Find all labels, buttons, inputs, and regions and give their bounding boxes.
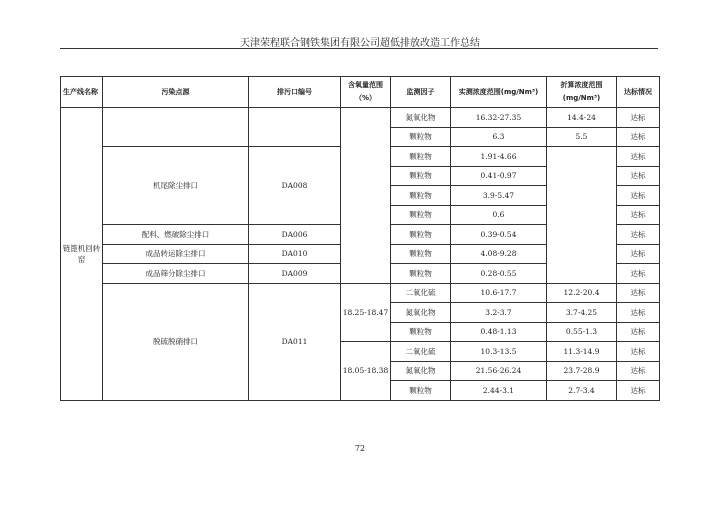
measured-cell: 0.39-0.54 <box>451 225 547 245</box>
measured-cell: 0.41-0.97 <box>451 166 547 186</box>
measured-cell: 6.3 <box>451 127 547 147</box>
outlet-cell: DA010 <box>249 244 341 264</box>
factor-cell: 颗粒物 <box>391 186 451 206</box>
factor-cell: 颗粒物 <box>391 225 451 245</box>
source-cell <box>103 108 249 147</box>
measured-cell: 3.9-5.47 <box>451 186 547 206</box>
factor-cell: 颗粒物 <box>391 205 451 225</box>
converted-cell: 0.55-1.3 <box>547 322 617 342</box>
measured-cell: 0.28-0.55 <box>451 264 547 284</box>
outlet-cell <box>249 108 341 147</box>
source-cell: 成品转运除尘排口 <box>103 244 249 264</box>
outlet-cell: DA011 <box>249 283 341 400</box>
status-cell: 达标 <box>617 264 660 284</box>
source-cell: 脱硫脱硝排口 <box>103 283 249 400</box>
header-measured: 实测浓度范围(mg/Nm³) <box>451 77 547 108</box>
status-cell: 达标 <box>617 381 660 401</box>
converted-cell: 14.4-24 <box>547 108 617 128</box>
factor-cell: 氮氧化物 <box>391 361 451 381</box>
measured-cell: 0.48-1.13 <box>451 322 547 342</box>
status-cell: 达标 <box>617 225 660 245</box>
header-outlet: 排污口编号 <box>249 77 341 108</box>
oxygen-cell: 18.05-18.38 <box>341 342 391 401</box>
header-factor: 监测因子 <box>391 77 451 108</box>
oxygen-cell <box>341 108 391 284</box>
converted-cell: 12.2-20.4 <box>547 283 617 303</box>
header-divider <box>60 48 658 49</box>
status-cell: 达标 <box>617 342 660 362</box>
measured-cell: 3.2-3.7 <box>451 303 547 323</box>
factor-cell: 氮氧化物 <box>391 303 451 323</box>
outlet-cell: DA008 <box>249 147 341 225</box>
factor-cell: 二氧化硫 <box>391 283 451 303</box>
header-line: 生产线名称 <box>61 77 103 108</box>
factor-cell: 氮氧化物 <box>391 108 451 128</box>
line-name-cell: 链篦机回转窑 <box>61 108 103 401</box>
header-status: 达标情况 <box>617 77 660 108</box>
table-row <box>61 283 660 303</box>
measured-cell: 16.32-27.35 <box>451 108 547 128</box>
status-cell: 达标 <box>617 186 660 206</box>
status-cell: 达标 <box>617 205 660 225</box>
header-oxygen: 含氧量范围（%） <box>341 77 391 108</box>
source-cell: 配料、燃破除尘排口 <box>103 225 249 245</box>
status-cell: 达标 <box>617 303 660 323</box>
factor-cell: 颗粒物 <box>391 322 451 342</box>
converted-cell: 11.3-14.9 <box>547 342 617 362</box>
factor-cell: 颗粒物 <box>391 147 451 167</box>
source-cell: 成品筛分除尘排口 <box>103 264 249 284</box>
status-cell: 达标 <box>617 244 660 264</box>
factor-cell: 颗粒物 <box>391 244 451 264</box>
page-header-title: 天津荣程联合钢铁集团有限公司超低排放改造工作总结 <box>240 38 480 49</box>
converted-cell <box>547 147 617 284</box>
converted-cell: 3.7-4.25 <box>547 303 617 323</box>
measured-cell: 4.08-9.28 <box>451 244 547 264</box>
status-cell: 达标 <box>617 283 660 303</box>
measured-cell: 10.6-17.7 <box>451 283 547 303</box>
outlet-cell: DA009 <box>249 264 341 284</box>
emissions-table <box>60 76 660 401</box>
table-row <box>61 108 660 128</box>
measured-cell: 0.6 <box>451 205 547 225</box>
factor-cell: 颗粒物 <box>391 127 451 147</box>
measured-cell: 10.3-13.5 <box>451 342 547 362</box>
measured-cell: 2.44-3.1 <box>451 381 547 401</box>
status-cell: 达标 <box>617 166 660 186</box>
converted-cell: 23.7-28.9 <box>547 361 617 381</box>
factor-cell: 二氧化硫 <box>391 342 451 362</box>
table-header-row <box>61 77 660 108</box>
status-cell: 达标 <box>617 127 660 147</box>
factor-cell: 颗粒物 <box>391 166 451 186</box>
status-cell: 达标 <box>617 361 660 381</box>
page-number: 72 <box>354 444 366 453</box>
status-cell: 达标 <box>617 147 660 167</box>
converted-cell: 5.5 <box>547 127 617 147</box>
factor-cell: 颗粒物 <box>391 381 451 401</box>
outlet-cell: DA006 <box>249 225 341 245</box>
measured-cell: 21.56-26.24 <box>451 361 547 381</box>
header-converted: 折算浓度范围(mg/Nm³) <box>547 77 617 108</box>
header-source: 污染点源 <box>103 77 249 108</box>
factor-cell: 颗粒物 <box>391 264 451 284</box>
status-cell: 达标 <box>617 108 660 128</box>
converted-cell: 2.7-3.4 <box>547 381 617 401</box>
source-cell: 机尾除尘排口 <box>103 147 249 225</box>
oxygen-cell: 18.25-18.47 <box>341 283 391 342</box>
status-cell: 达标 <box>617 322 660 342</box>
measured-cell: 1.91-4.66 <box>451 147 547 167</box>
